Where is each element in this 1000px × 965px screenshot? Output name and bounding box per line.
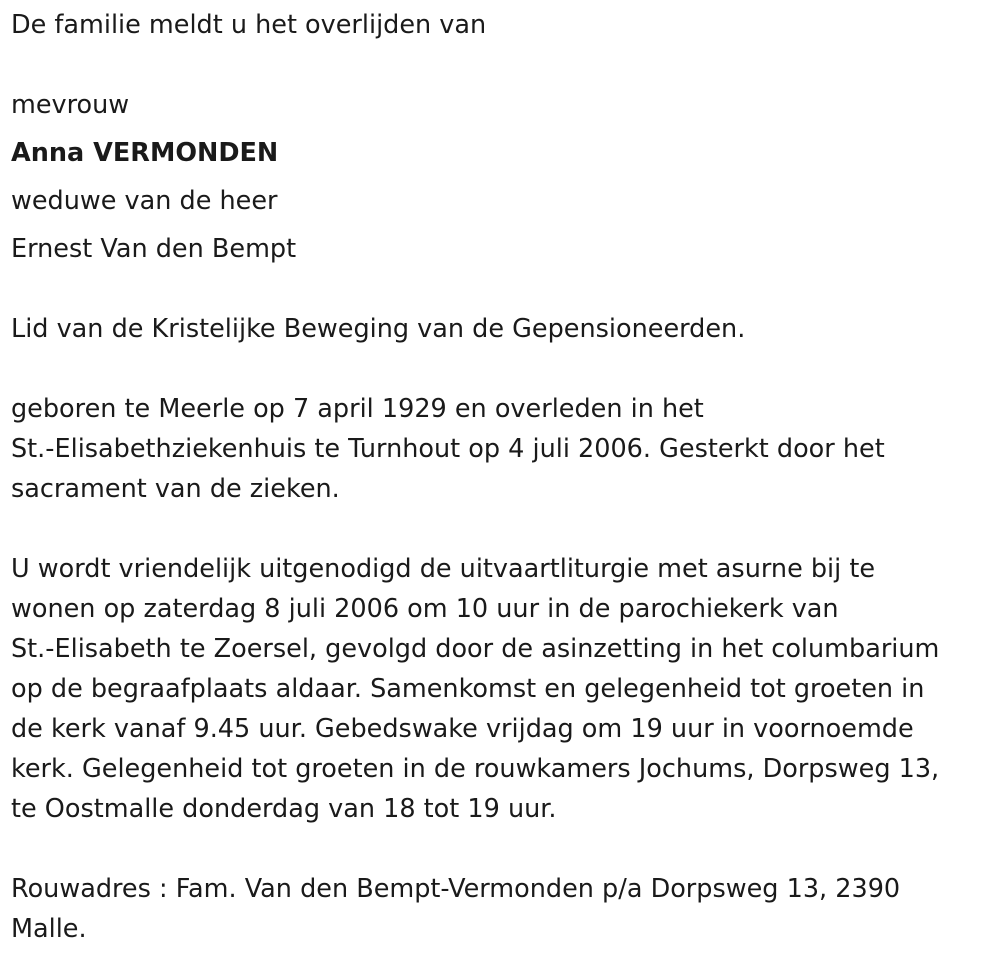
membership-text: Lid van de Kristelijke Beweging van de Gepensioneerden. [11,314,746,344]
husband-name: Ernest Van den Bempt [11,234,297,264]
spacer [11,45,980,85]
funeral-line: wonen op zaterdag 8 juli 2006 om 10 uur in de parochiekerk van [11,594,839,624]
death-notice [0,5,980,949]
birth-death-line: geboren te Meerle op 7 april 1929 en overleden in het [11,394,704,424]
funeral-line: St.-Elisabeth te Zoersel, gevolgd door de asinzetting in het columbarium [11,634,940,664]
address-line: Malle. [11,914,87,944]
birth-death-line: sacrament van de zieken. [11,474,340,504]
deceased-last-name: VERMONDEN [93,138,279,168]
spacer [11,349,980,389]
spacer [11,509,980,549]
birth-death-paragraph [11,389,980,509]
birth-death-line: St.-Elisabethziekenhuis te Turnhout op 4 juli 2006. Gesterkt door het [11,434,885,464]
funeral-line: de kerk vanaf 9.45 uur. Gebedswake vrijdag om 19 uur in voornoemde [11,714,914,744]
funeral-line: U wordt vriendelijk uitgenodigd de uitvaartliturgie met asurne bij te [11,554,876,584]
funeral-line: op de begraafplaats aldaar. Samenkomst en gelegenheid tot groeten in [11,674,925,704]
funeral-line: te Oostmalle donderdag van 18 tot 19 uur. [11,794,557,824]
spacer [11,829,980,869]
honorific-title: mevrouw [11,90,130,120]
intro-text: De familie meldt u het overlijden van [11,10,487,40]
funeral-paragraph [11,549,980,829]
deceased-first-name: Anna [11,138,85,168]
address-line: Rouwadres : Fam. Van den Bempt-Vermonden p/a Dorpsweg 13, 2390 [11,874,901,904]
address-paragraph [11,869,980,949]
widow-of-text: weduwe van de heer [11,186,278,216]
deceased-name [11,133,980,173]
funeral-line: kerk. Gelegenheid tot groeten in de rouwkamers Jochums, Dorpsweg 13, [11,754,940,784]
spacer [11,269,980,309]
